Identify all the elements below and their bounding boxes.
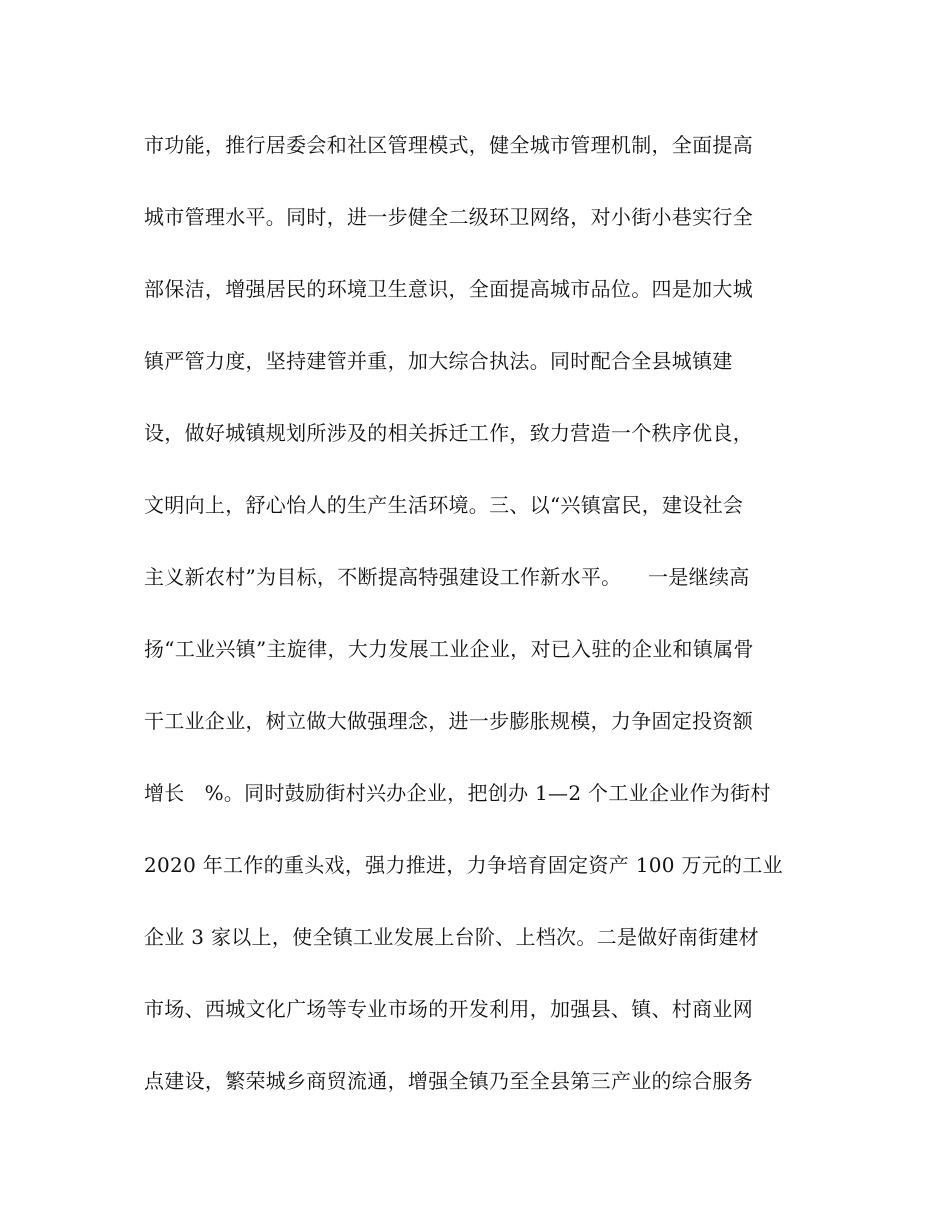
text-line: 企业 3 家以上，使全镇工业发展上台阶、上档次。二是做好南街建材 bbox=[144, 925, 760, 949]
text-line: 主义新农村”为目标，不断提高特强建设工作新水平。 一是继续高 bbox=[144, 565, 750, 589]
text-line: 市功能，推行居委会和社区管理模式，健全城市管理机制，全面提高 bbox=[144, 133, 753, 157]
text-line: 增长 %。同时鼓励街村兴办企业，把创办 1—2 个工业企业作为街村 bbox=[144, 781, 771, 805]
text-line: 2020 年工作的重头戏，强力推进，力争培育固定资产 100 万元的工业 bbox=[144, 853, 783, 877]
text-line: 干工业企业，树立做大做强理念，进一步膨胀规模，力争固定投资额 bbox=[144, 709, 753, 733]
text-line: 点建设，繁荣城乡商贸流通，增强全镇乃至全县第三产业的综合服务 bbox=[144, 1069, 753, 1093]
text-line: 文明向上，舒心怡人的生产生活环境。三、以“兴镇富民，建设社会 bbox=[144, 493, 744, 517]
document-body bbox=[144, 127, 814, 1135]
text-line: 市场、西城文化广场等专业市场的开发利用，加强县、镇、村商业网 bbox=[144, 997, 753, 1021]
text-line: 城市管理水平。同时，进一步健全二级环卫网络，对小街小巷实行全 bbox=[144, 205, 753, 229]
text-line: 扬“工业兴镇”主旋律，大力发展工业企业，对已入驻的企业和镇属骨 bbox=[144, 637, 754, 661]
text-line: 设，做好城镇规划所涉及的相关拆迁工作，致力营造一个秩序优良， bbox=[144, 421, 753, 445]
text-line: 镇严管力度，坚持建管并重，加大综合执法。同时配合全县城镇建 bbox=[144, 349, 733, 373]
text-line: 部保洁，增强居民的环境卫生意识，全面提高城市品位。四是加大城 bbox=[144, 277, 753, 301]
